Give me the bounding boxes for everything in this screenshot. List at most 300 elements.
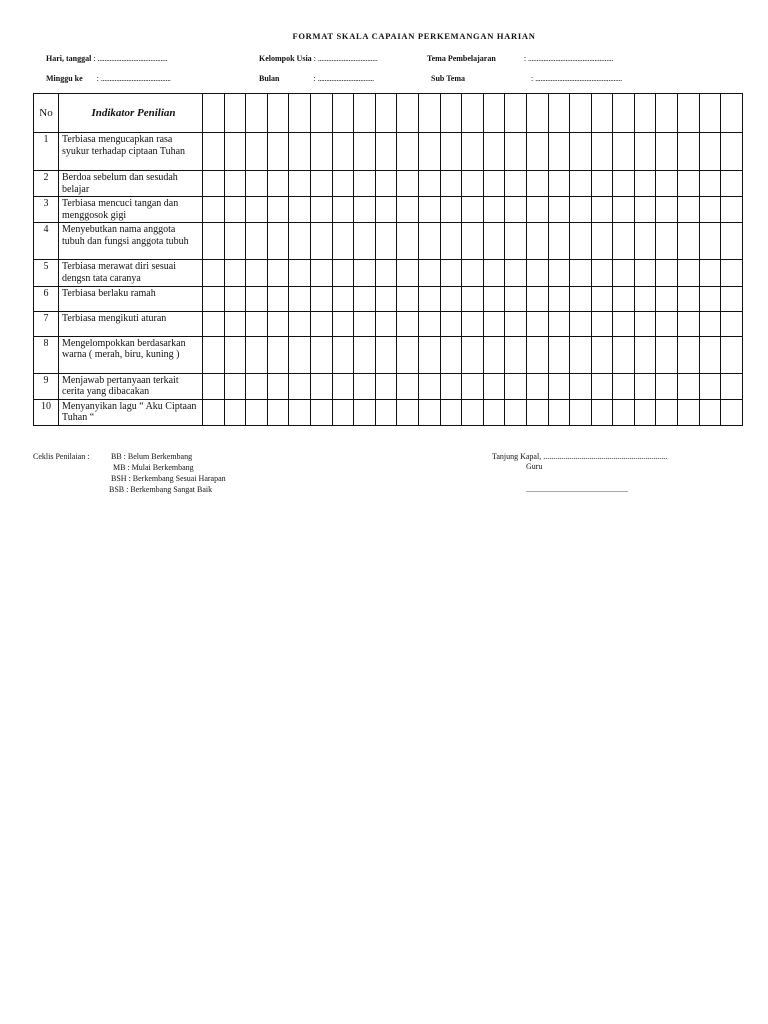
field-tema-pembelajaran[interactable] <box>427 54 613 63</box>
assessment-cell[interactable] <box>526 311 548 336</box>
assessment-cell[interactable] <box>721 399 743 425</box>
assessment-cell[interactable] <box>224 260 246 286</box>
assessment-cell[interactable] <box>613 260 635 286</box>
assessment-cell[interactable] <box>570 197 592 223</box>
grid-header-cell[interactable] <box>505 94 527 133</box>
assessment-cell[interactable] <box>354 197 376 223</box>
assessment-cell[interactable] <box>678 373 700 399</box>
field-hari-tanggal[interactable] <box>46 54 167 63</box>
field-minggu-ke[interactable] <box>46 74 171 83</box>
grid-header-cell[interactable] <box>591 94 613 133</box>
assessment-cell[interactable] <box>505 311 527 336</box>
assessment-cell[interactable] <box>440 336 462 373</box>
assessment-cell[interactable] <box>224 223 246 260</box>
assessment-cell[interactable] <box>634 336 656 373</box>
field-label: Sub Tema <box>431 74 466 83</box>
assessment-cell[interactable] <box>267 197 289 223</box>
assessment-cell[interactable] <box>418 373 440 399</box>
assessment-cell[interactable] <box>678 133 700 171</box>
assessment-cell[interactable] <box>483 399 505 425</box>
assessment-cell[interactable] <box>699 223 721 260</box>
assessment-cell[interactable] <box>289 311 311 336</box>
field-sub-tema[interactable] <box>431 74 622 83</box>
assessment-cell[interactable] <box>462 133 484 171</box>
assessment-cell[interactable] <box>289 286 311 311</box>
assessment-cell[interactable] <box>656 133 678 171</box>
assessment-cell[interactable] <box>656 373 678 399</box>
assessment-cell[interactable] <box>656 399 678 425</box>
assessment-cell[interactable] <box>354 336 376 373</box>
assessment-cell[interactable] <box>375 373 397 399</box>
row-number: 8 <box>34 336 59 373</box>
assessment-cell[interactable] <box>548 336 570 373</box>
assessment-cell[interactable] <box>289 399 311 425</box>
assessment-cell[interactable] <box>634 260 656 286</box>
assessment-cell[interactable] <box>246 223 268 260</box>
assessment-cell[interactable] <box>203 286 225 311</box>
assessment-cell[interactable] <box>332 260 354 286</box>
assessment-cell[interactable] <box>224 133 246 171</box>
assessment-cell[interactable] <box>721 133 743 171</box>
assessment-cell[interactable] <box>440 311 462 336</box>
assessment-cell[interactable] <box>267 373 289 399</box>
assessment-cell[interactable] <box>332 336 354 373</box>
assessment-cell[interactable] <box>591 286 613 311</box>
assessment-cell[interactable] <box>505 171 527 197</box>
assessment-cell[interactable] <box>462 197 484 223</box>
assessment-cell[interactable] <box>699 133 721 171</box>
assessment-cell[interactable] <box>570 373 592 399</box>
assessment-cell[interactable] <box>721 260 743 286</box>
assessment-cell[interactable] <box>678 336 700 373</box>
row-number: 3 <box>34 197 59 223</box>
assessment-cell[interactable] <box>375 399 397 425</box>
assessment-cell[interactable] <box>505 373 527 399</box>
grid-header-cell[interactable] <box>310 94 332 133</box>
assessment-cell[interactable] <box>203 399 225 425</box>
assessment-cell[interactable] <box>548 399 570 425</box>
assessment-cell[interactable] <box>267 399 289 425</box>
assessment-cell[interactable] <box>267 286 289 311</box>
assessment-cell[interactable] <box>548 311 570 336</box>
assessment-cell[interactable] <box>203 133 225 171</box>
assessment-cell[interactable] <box>289 133 311 171</box>
assessment-cell[interactable] <box>699 399 721 425</box>
assessment-cell[interactable] <box>699 197 721 223</box>
assessment-cell[interactable] <box>548 133 570 171</box>
assessment-cell[interactable] <box>483 171 505 197</box>
assessment-cell[interactable] <box>570 286 592 311</box>
assessment-cell[interactable] <box>699 336 721 373</box>
assessment-cell[interactable] <box>289 260 311 286</box>
assessment-cell[interactable] <box>462 336 484 373</box>
assessment-cell[interactable] <box>526 336 548 373</box>
grid-header-cell[interactable] <box>570 94 592 133</box>
assessment-cell[interactable] <box>203 223 225 260</box>
assessment-cell[interactable] <box>462 286 484 311</box>
assessment-cell[interactable] <box>332 311 354 336</box>
assessment-cell[interactable] <box>656 260 678 286</box>
signature-line[interactable]: ................................................... <box>526 485 628 494</box>
assessment-cell[interactable] <box>548 223 570 260</box>
grid-header-cell[interactable] <box>375 94 397 133</box>
grid-header-cell[interactable] <box>634 94 656 133</box>
assessment-cell[interactable] <box>721 223 743 260</box>
assessment-cell[interactable] <box>224 336 246 373</box>
assessment-cell[interactable] <box>246 373 268 399</box>
grid-header-cell[interactable] <box>332 94 354 133</box>
assessment-cell[interactable] <box>656 336 678 373</box>
assessment-cell[interactable] <box>526 399 548 425</box>
assessment-cell[interactable] <box>548 171 570 197</box>
grid-header-cell[interactable] <box>613 94 635 133</box>
indicator-text: Menyebutkan nama anggota tubuh dan fungsi anggota tubuh <box>59 223 203 260</box>
assessment-cell[interactable] <box>354 171 376 197</box>
assessment-cell[interactable] <box>397 336 419 373</box>
assessment-cell[interactable] <box>418 311 440 336</box>
assessment-cell[interactable] <box>678 260 700 286</box>
assessment-cell[interactable] <box>354 223 376 260</box>
assessment-cell[interactable] <box>332 399 354 425</box>
assessment-cell[interactable] <box>634 373 656 399</box>
assessment-cell[interactable] <box>634 197 656 223</box>
assessment-cell[interactable] <box>678 286 700 311</box>
assessment-cell[interactable] <box>332 373 354 399</box>
assessment-cell[interactable] <box>203 197 225 223</box>
assessment-cell[interactable] <box>354 311 376 336</box>
assessment-cell[interactable] <box>246 399 268 425</box>
assessment-cell[interactable] <box>332 171 354 197</box>
assessment-cell[interactable] <box>224 399 246 425</box>
assessment-cell[interactable] <box>699 373 721 399</box>
assessment-cell[interactable] <box>483 373 505 399</box>
assessment-cell[interactable] <box>267 311 289 336</box>
assessment-cell[interactable] <box>613 286 635 311</box>
assessment-cell[interactable] <box>678 171 700 197</box>
assessment-cell[interactable] <box>203 260 225 286</box>
grid-header-cell[interactable] <box>440 94 462 133</box>
assessment-cell[interactable] <box>548 373 570 399</box>
assessment-cell[interactable] <box>310 286 332 311</box>
field-blank: ................................................... <box>535 74 622 83</box>
assessment-cell[interactable] <box>267 223 289 260</box>
assessment-cell[interactable] <box>613 311 635 336</box>
assessment-cell[interactable] <box>246 260 268 286</box>
assessment-cell[interactable] <box>267 260 289 286</box>
assessment-cell[interactable] <box>591 171 613 197</box>
assessment-cell[interactable] <box>310 311 332 336</box>
assessment-cell[interactable] <box>375 133 397 171</box>
grid-header-cell[interactable] <box>289 94 311 133</box>
assessment-cell[interactable] <box>570 260 592 286</box>
assessment-cell[interactable] <box>310 223 332 260</box>
grid-header-cell[interactable] <box>267 94 289 133</box>
assessment-cell[interactable] <box>397 171 419 197</box>
assessment-cell[interactable] <box>310 260 332 286</box>
assessment-cell[interactable] <box>634 133 656 171</box>
assessment-cell[interactable] <box>483 133 505 171</box>
assessment-cell[interactable] <box>591 336 613 373</box>
assessment-cell[interactable] <box>721 336 743 373</box>
assessment-cell[interactable] <box>526 171 548 197</box>
assessment-cell[interactable] <box>570 171 592 197</box>
assessment-cell[interactable] <box>418 399 440 425</box>
assessment-cell[interactable] <box>656 223 678 260</box>
legend-item: MB : Mulai Berkembang <box>113 463 194 472</box>
grid-header-cell[interactable] <box>397 94 419 133</box>
grid-header-cell[interactable] <box>721 94 743 133</box>
assessment-cell[interactable] <box>224 286 246 311</box>
assessment-cell[interactable] <box>375 223 397 260</box>
assessment-cell[interactable] <box>246 336 268 373</box>
assessment-cell[interactable] <box>375 260 397 286</box>
assessment-cell[interactable] <box>224 197 246 223</box>
assessment-cell[interactable] <box>526 223 548 260</box>
assessment-cell[interactable] <box>289 336 311 373</box>
assessment-cell[interactable] <box>548 260 570 286</box>
grid-header-cell[interactable] <box>483 94 505 133</box>
assessment-cell[interactable] <box>678 223 700 260</box>
assessment-cell[interactable] <box>613 336 635 373</box>
assessment-cell[interactable] <box>591 133 613 171</box>
assessment-cell[interactable] <box>224 373 246 399</box>
assessment-cell[interactable] <box>505 286 527 311</box>
assessment-cell[interactable] <box>462 373 484 399</box>
assessment-cell[interactable] <box>418 286 440 311</box>
assessment-cell[interactable] <box>483 286 505 311</box>
assessment-cell[interactable] <box>526 133 548 171</box>
assessment-cell[interactable] <box>678 197 700 223</box>
assessment-cell[interactable] <box>613 133 635 171</box>
assessment-cell[interactable] <box>246 171 268 197</box>
assessment-table <box>33 93 743 426</box>
row-number: 1 <box>34 133 59 171</box>
assessment-cell[interactable] <box>397 286 419 311</box>
assessment-cell[interactable] <box>375 286 397 311</box>
assessment-cell[interactable] <box>418 171 440 197</box>
assessment-cell[interactable] <box>483 197 505 223</box>
row-number: 2 <box>34 171 59 197</box>
assessment-cell[interactable] <box>440 133 462 171</box>
indicator-text: Terbiasa mengikuti aturan <box>59 311 203 336</box>
assessment-cell[interactable] <box>440 373 462 399</box>
assessment-cell[interactable] <box>591 399 613 425</box>
assessment-cell[interactable] <box>591 197 613 223</box>
assessment-cell[interactable] <box>440 286 462 311</box>
assessment-cell[interactable] <box>483 336 505 373</box>
assessment-cell[interactable] <box>548 286 570 311</box>
grid-header-cell[interactable] <box>656 94 678 133</box>
grid-header-cell[interactable] <box>224 94 246 133</box>
assessment-cell[interactable] <box>289 373 311 399</box>
assessment-cell[interactable] <box>699 286 721 311</box>
legend-label: Ceklis Penilaian : <box>33 452 90 461</box>
assessment-cell[interactable] <box>721 373 743 399</box>
assessment-cell[interactable] <box>397 373 419 399</box>
assessment-cell[interactable] <box>397 223 419 260</box>
assessment-cell[interactable] <box>224 171 246 197</box>
assessment-cell[interactable] <box>267 171 289 197</box>
assessment-cell[interactable] <box>634 399 656 425</box>
assessment-cell[interactable] <box>526 260 548 286</box>
assessment-cell[interactable] <box>224 311 246 336</box>
assessment-cell[interactable] <box>483 223 505 260</box>
grid-header-cell[interactable] <box>548 94 570 133</box>
assessment-cell[interactable] <box>332 197 354 223</box>
assessment-cell[interactable] <box>310 197 332 223</box>
assessment-cell[interactable] <box>505 260 527 286</box>
grid-header-cell[interactable] <box>699 94 721 133</box>
assessment-cell[interactable] <box>591 223 613 260</box>
assessment-cell[interactable] <box>462 260 484 286</box>
grid-header-cell[interactable] <box>418 94 440 133</box>
assessment-cell[interactable] <box>332 223 354 260</box>
assessment-cell[interactable] <box>656 311 678 336</box>
assessment-cell[interactable] <box>310 336 332 373</box>
assessment-cell[interactable] <box>397 197 419 223</box>
assessment-cell[interactable] <box>418 260 440 286</box>
field-kelompok-usia[interactable] <box>259 54 377 63</box>
assessment-cell[interactable] <box>332 133 354 171</box>
assessment-cell[interactable] <box>418 336 440 373</box>
assessment-cell[interactable] <box>462 171 484 197</box>
assessment-cell[interactable] <box>440 223 462 260</box>
assessment-cell[interactable] <box>656 286 678 311</box>
assessment-cell[interactable] <box>354 133 376 171</box>
assessment-cell[interactable] <box>203 311 225 336</box>
assessment-cell[interactable] <box>375 197 397 223</box>
assessment-cell[interactable] <box>203 171 225 197</box>
assessment-cell[interactable] <box>310 399 332 425</box>
assessment-cell[interactable] <box>440 171 462 197</box>
assessment-cell[interactable] <box>483 260 505 286</box>
assessment-cell[interactable] <box>397 399 419 425</box>
assessment-cell[interactable] <box>354 286 376 311</box>
grid-header-cell[interactable] <box>246 94 268 133</box>
assessment-cell[interactable] <box>397 260 419 286</box>
assessment-cell[interactable] <box>505 223 527 260</box>
assessment-cell[interactable] <box>267 133 289 171</box>
assessment-cell[interactable] <box>246 197 268 223</box>
assessment-cell[interactable] <box>634 223 656 260</box>
assessment-cell[interactable] <box>246 311 268 336</box>
assessment-cell[interactable] <box>656 171 678 197</box>
assessment-cell[interactable] <box>203 336 225 373</box>
assessment-cell[interactable] <box>634 286 656 311</box>
assessment-cell[interactable] <box>570 311 592 336</box>
assessment-cell[interactable] <box>505 336 527 373</box>
assessment-cell[interactable] <box>721 197 743 223</box>
assessment-cell[interactable] <box>613 399 635 425</box>
assessment-cell[interactable] <box>678 311 700 336</box>
field-separator: : <box>93 54 96 63</box>
assessment-cell[interactable] <box>418 133 440 171</box>
assessment-cell[interactable] <box>721 286 743 311</box>
table-row <box>34 373 743 399</box>
assessment-cell[interactable] <box>375 336 397 373</box>
assessment-cell[interactable] <box>656 197 678 223</box>
assessment-cell[interactable] <box>332 286 354 311</box>
assessment-cell[interactable] <box>570 336 592 373</box>
assessment-cell[interactable] <box>570 399 592 425</box>
assessment-cell[interactable] <box>267 336 289 373</box>
assessment-cell[interactable] <box>613 223 635 260</box>
assessment-cell[interactable] <box>418 223 440 260</box>
assessment-cell[interactable] <box>505 197 527 223</box>
assessment-cell[interactable] <box>354 373 376 399</box>
legend-item: BSH : Berkembang Sesuai Harapan <box>111 474 226 483</box>
assessment-cell[interactable] <box>440 260 462 286</box>
assessment-cell[interactable] <box>699 171 721 197</box>
assessment-cell[interactable] <box>397 311 419 336</box>
assessment-cell[interactable] <box>591 260 613 286</box>
assessment-cell[interactable] <box>289 197 311 223</box>
assessment-cell[interactable] <box>634 171 656 197</box>
grid-header-cell[interactable] <box>203 94 225 133</box>
table-row <box>34 399 743 425</box>
assessment-cell[interactable] <box>310 171 332 197</box>
assessment-cell[interactable] <box>526 373 548 399</box>
assessment-cell[interactable] <box>203 373 225 399</box>
assessment-cell[interactable] <box>310 133 332 171</box>
assessment-cell[interactable] <box>289 171 311 197</box>
assessment-cell[interactable] <box>483 311 505 336</box>
assessment-cell[interactable] <box>462 223 484 260</box>
grid-header-cell[interactable] <box>526 94 548 133</box>
assessment-cell[interactable] <box>570 223 592 260</box>
field-blank: .................................................. <box>528 54 614 63</box>
assessment-cell[interactable] <box>613 171 635 197</box>
assessment-cell[interactable] <box>440 197 462 223</box>
field-bulan[interactable] <box>259 74 374 83</box>
assessment-cell[interactable] <box>699 260 721 286</box>
assessment-cell[interactable] <box>721 171 743 197</box>
assessment-cell[interactable] <box>634 311 656 336</box>
assessment-cell[interactable] <box>354 260 376 286</box>
assessment-cell[interactable] <box>375 171 397 197</box>
column-header-indikator: Indikator Penilian <box>59 94 203 133</box>
assessment-cell[interactable] <box>548 197 570 223</box>
assessment-cell[interactable] <box>570 133 592 171</box>
assessment-cell[interactable] <box>246 133 268 171</box>
assessment-cell[interactable] <box>591 311 613 336</box>
assessment-cell[interactable] <box>310 373 332 399</box>
assessment-cell[interactable] <box>699 311 721 336</box>
assessment-cell[interactable] <box>613 197 635 223</box>
assessment-cell[interactable] <box>591 373 613 399</box>
assessment-cell[interactable] <box>526 286 548 311</box>
grid-header-cell[interactable] <box>354 94 376 133</box>
assessment-cell[interactable] <box>526 197 548 223</box>
assessment-cell[interactable] <box>375 311 397 336</box>
assessment-cell[interactable] <box>721 311 743 336</box>
assessment-cell[interactable] <box>440 399 462 425</box>
assessment-cell[interactable] <box>505 133 527 171</box>
assessment-cell[interactable] <box>505 399 527 425</box>
assessment-cell[interactable] <box>397 133 419 171</box>
grid-header-cell[interactable] <box>678 94 700 133</box>
grid-header-cell[interactable] <box>462 94 484 133</box>
assessment-cell[interactable] <box>418 197 440 223</box>
assessment-cell[interactable] <box>354 399 376 425</box>
assessment-cell[interactable] <box>246 286 268 311</box>
assessment-cell[interactable] <box>678 399 700 425</box>
assessment-cell[interactable] <box>462 399 484 425</box>
assessment-cell[interactable] <box>613 373 635 399</box>
signature-place-date[interactable]: Tanjung Kapal, .............................................................. <box>492 452 668 461</box>
assessment-cell[interactable] <box>462 311 484 336</box>
assessment-cell[interactable] <box>289 223 311 260</box>
